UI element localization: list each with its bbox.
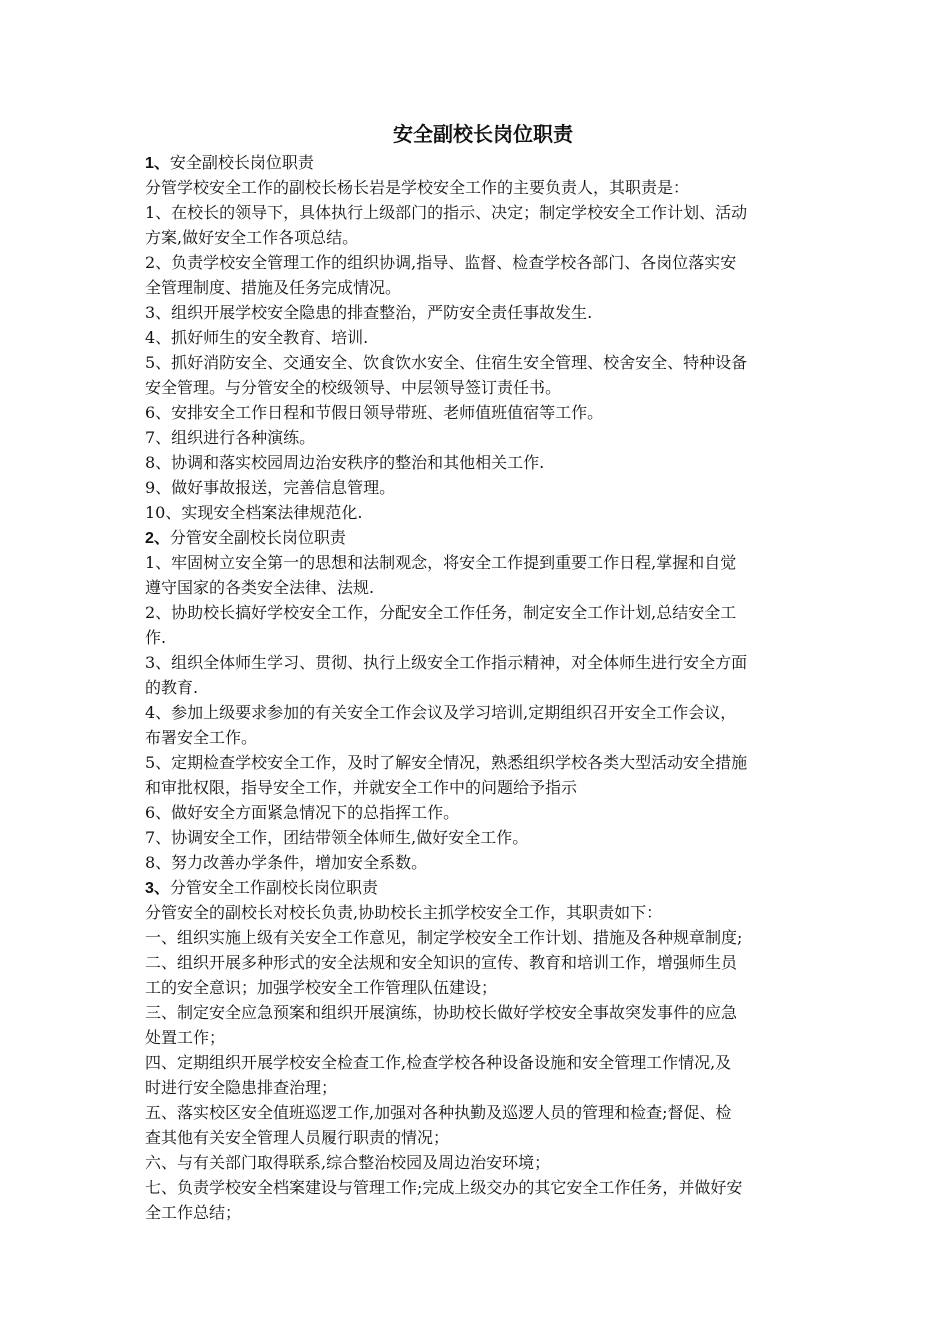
line-text: 3、组织全体师生学习、贯彻、执行上级安全工作指示精神，对全体师生进行安全方面: [145, 653, 748, 672]
line-text: 5、定期检查学校安全工作，及时了解安全情况，熟悉组织学校各类大型活动安全措施: [145, 753, 748, 772]
line-text: 2、协助校长搞好学校安全工作，分配安全工作任务，制定安全工作计划,总结安全工: [145, 603, 737, 622]
line-text: 五、落实校区安全值班巡逻工作,加强对各种执勤及巡逻人员的管理和检查;督促、检: [145, 1103, 732, 1122]
line-text: 分管学校安全工作的副校长杨长岩是学校安全工作的主要负责人，其职责是：: [145, 178, 690, 197]
line-text: 查其他有关安全管理人员履行职责的情况；: [145, 1128, 450, 1147]
text-line: [145, 350, 813, 375]
text-line: [145, 1200, 813, 1225]
line-text: 六、与有关部门取得联系,综合整治校园及周边治安环境；: [145, 1153, 551, 1172]
section-heading: [145, 875, 813, 900]
line-text: 工的安全意识；加强学校安全工作管理队伍建设；: [145, 978, 498, 997]
text-line: [145, 700, 813, 725]
line-text: 1、牢固树立安全第一的思想和法制观念，将安全工作提到重要工作日程,掌握和自觉: [145, 553, 737, 572]
document-body: [145, 150, 813, 1225]
text-line: [145, 575, 813, 600]
text-line: [145, 650, 813, 675]
line-text: 二、组织开展多种形式的安全法规和安全知识的宣传、教育和培训工作，增强师生员: [145, 953, 738, 972]
line-text: 6、安排安全工作日程和节假日领导带班、老师值班值宿等工作。: [145, 403, 604, 422]
text-line: [145, 600, 813, 625]
page-title: 安全副校长岗位职责: [393, 122, 573, 146]
line-text: 3、组织开展学校安全隐患的排查整治，严防安全责任事故发生.: [145, 303, 593, 322]
line-text: 方案,做好安全工作各项总结。: [145, 228, 359, 247]
section-number: 1、: [145, 155, 170, 172]
line-text: 8、努力改善办学条件，增加安全系数。: [145, 853, 428, 872]
section-number: 2、: [145, 530, 170, 547]
line-text: 全管理制度、措施及任务完成情况。: [145, 278, 402, 297]
line-text: 三、制定安全应急预案和组织开展演练，协助校长做好学校安全事故突发事件的应急: [145, 1003, 738, 1022]
line-text: 4、抓好师生的安全教育、培训.: [145, 328, 369, 347]
text-line: [145, 1100, 813, 1125]
text-line: [145, 850, 813, 875]
text-line: [145, 400, 813, 425]
line-text: 7、组织进行各种演练。: [145, 428, 316, 447]
line-text: 作.: [145, 628, 167, 647]
text-line: [145, 175, 813, 200]
text-line: [145, 625, 813, 650]
text-line: [145, 550, 813, 575]
line-text: 分管安全的副校长对校长负责,协助校长主抓学校安全工作，其职责如下：: [145, 903, 663, 922]
text-line: [145, 1050, 813, 1075]
line-text: 2、负责学校安全管理工作的组织协调,指导、监督、检查学校各部门、各岗位落实安: [145, 253, 737, 272]
text-line: [145, 1025, 813, 1050]
line-text: 和审批权限，指导安全工作，并就安全工作中的问题给予指示: [145, 778, 578, 797]
line-text: 安全副校长岗位职责: [169, 153, 314, 172]
line-text: 的教育.: [145, 678, 199, 697]
line-text: 10、实现安全档案法律规范化.: [145, 503, 363, 522]
text-line: [145, 225, 813, 250]
line-text: 6、做好安全方面紧急情况下的总指挥工作。: [145, 803, 460, 822]
text-line: [145, 250, 813, 275]
text-line: [145, 1000, 813, 1025]
line-text: 七、负责学校安全档案建设与管理工作;完成上级交办的其它安全工作任务，并做好安: [145, 1178, 743, 1197]
text-line: [145, 300, 813, 325]
line-text: 分管安全副校长岗位职责: [169, 528, 346, 547]
section-number: 3、: [145, 880, 170, 897]
text-line: [145, 725, 813, 750]
line-text: 安全管理。与分管安全的校级领导、中层领导签订责任书。: [145, 378, 562, 397]
text-line: [145, 800, 813, 825]
line-text: 遵守国家的各类安全法律、法规.: [145, 578, 375, 597]
text-line: [145, 325, 813, 350]
text-line: [145, 750, 813, 775]
text-line: [145, 1125, 813, 1150]
text-line: [145, 200, 813, 225]
text-line: [145, 825, 813, 850]
text-line: [145, 1150, 813, 1175]
text-line: [145, 275, 813, 300]
section-heading: [145, 525, 813, 550]
line-text: 全工作总结；: [145, 1203, 242, 1222]
line-text: 一、组织实施上级有关安全工作意见，制定学校安全工作计划、措施及各种规章制度;: [145, 928, 743, 947]
text-line: [145, 675, 813, 700]
text-line: [145, 475, 813, 500]
text-line: [145, 950, 813, 975]
line-text: 时进行安全隐患排查治理；: [145, 1078, 338, 1097]
section-heading: [145, 150, 813, 175]
line-text: 5、抓好消防安全、交通安全、饮食饮水安全、住宿生安全管理、校舍安全、特种设备: [145, 353, 748, 372]
line-text: 1、在校长的领导下，具体执行上级部门的指示、决定；制定学校安全工作计划、活动: [145, 203, 748, 222]
line-text: 7、协调安全工作，团结带领全体师生,做好安全工作。: [145, 828, 529, 847]
text-line: [145, 975, 813, 1000]
line-text: 处置工作；: [145, 1028, 226, 1047]
text-line: [145, 500, 813, 525]
text-line: [145, 775, 813, 800]
document-page: [145, 118, 813, 1225]
text-line: [145, 375, 813, 400]
line-text: 8、协调和落实校园周边治安秩序的整治和其他相关工作.: [145, 453, 545, 472]
text-line: [145, 900, 813, 925]
text-line: [145, 925, 813, 950]
line-text: 布署安全工作。: [145, 728, 258, 747]
line-text: 9、做好事故报送，完善信息管理。: [145, 478, 396, 497]
text-line: [145, 1175, 813, 1200]
text-line: [145, 425, 813, 450]
line-text: 4、参加上级要求参加的有关安全工作会议及学习培训,定期组织召开安全工作会议，: [145, 703, 737, 722]
text-line: [145, 450, 813, 475]
line-text: 四、定期组织开展学校安全检查工作,检查学校各种设备设施和安全管理工作情况,及: [145, 1053, 732, 1072]
line-text: 分管安全工作副校长岗位职责: [169, 878, 378, 897]
text-line: [145, 1075, 813, 1100]
